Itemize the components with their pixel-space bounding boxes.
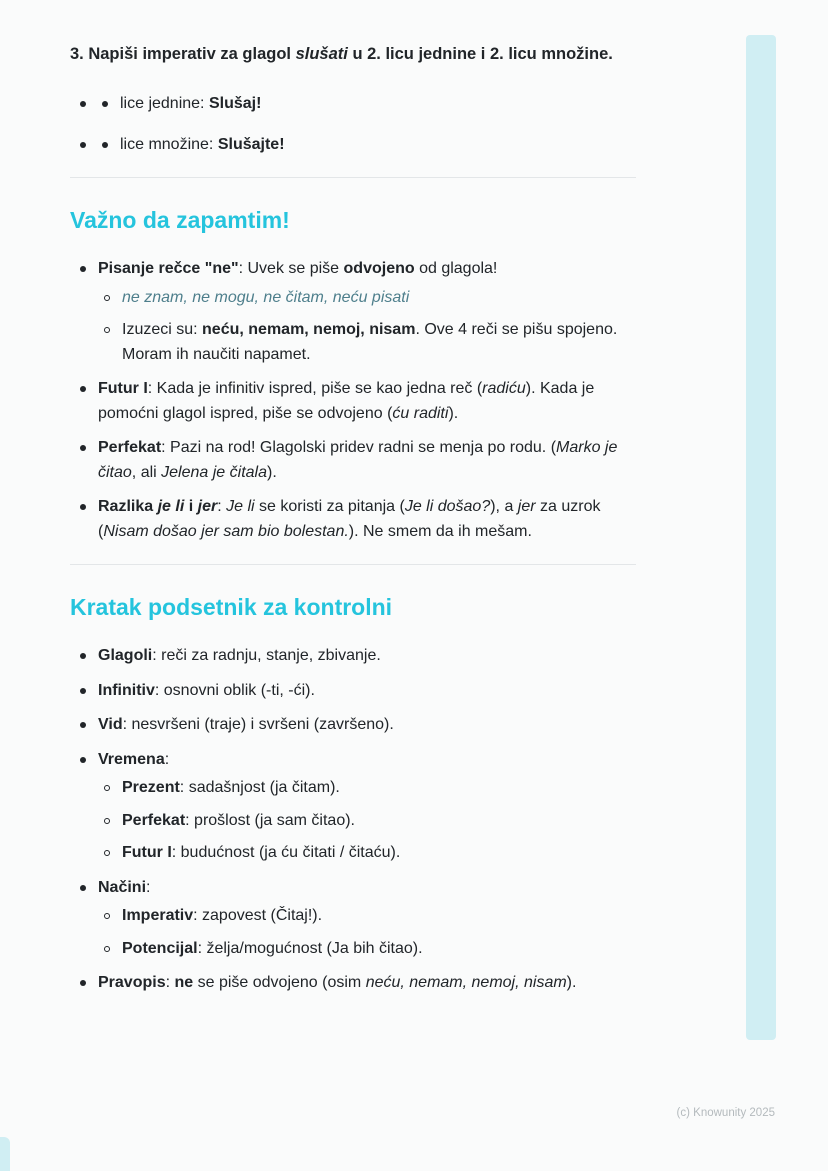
text-run: ne znam, ne mogu, ne čitam, neću pisati — [122, 288, 410, 306]
question-title — [70, 42, 636, 66]
list-item-text — [98, 971, 636, 996]
text-run: ). — [266, 463, 277, 481]
list-item-row — [104, 937, 636, 962]
text-run: Pravopis — [98, 974, 166, 991]
list-item-text — [98, 644, 636, 669]
list-item-text — [98, 679, 636, 704]
text-run: : — [165, 974, 175, 991]
answer-list — [70, 92, 636, 157]
bullet-icon — [80, 757, 86, 763]
text-run: Vid — [98, 716, 123, 733]
text-run: od glagola! — [414, 260, 498, 277]
list-item-row — [104, 286, 636, 311]
text-run: se koristi za pitanja ( — [254, 498, 405, 515]
text-run: Perfekat — [122, 811, 186, 829]
text-run: : reči za radnju, stanje, zbivanje. — [152, 647, 381, 664]
list-item — [80, 679, 636, 704]
list-item-row — [104, 841, 636, 866]
text-run: Vremena — [98, 750, 165, 768]
text-run: ), a — [490, 498, 518, 515]
list-item — [80, 876, 636, 962]
list-item-text — [98, 436, 636, 485]
sublist — [104, 776, 636, 866]
list-item — [80, 748, 636, 866]
page-corner-accent — [0, 1137, 10, 1171]
bullet-icon — [80, 688, 86, 694]
text-run: : Uvek se piše — [238, 260, 344, 277]
list-item-row — [80, 679, 636, 704]
text-run: 3. Napiši imperativ za glagol — [70, 45, 296, 63]
list-item-row — [80, 436, 636, 485]
list-item-row — [80, 92, 636, 117]
list-item-row — [104, 776, 636, 801]
list-item-text — [98, 257, 636, 282]
text-run: : — [146, 878, 151, 896]
text-run: Nisam došao jer sam bio bolestan. — [103, 522, 349, 540]
text-run: Slušaj! — [208, 95, 262, 112]
text-run: : želja/mogućnost (Ja bih čitao). — [197, 939, 423, 957]
list-item-row — [80, 876, 636, 901]
text-run: : Kada je infinitiv ispred, piše se kao jedna reč ( — [147, 380, 483, 397]
text-run: slušati — [295, 45, 348, 63]
list-item-row — [80, 377, 636, 426]
section-list-vazno — [70, 257, 636, 544]
text-run: : prošlost (ja sam čitao). — [185, 811, 355, 829]
list-item-row — [80, 713, 636, 738]
text-run: : nesvršeni (traje) i svršeni (završeno). — [122, 716, 394, 733]
text-run: lice jednine: — [120, 95, 209, 112]
sublist-item — [104, 809, 636, 834]
text-run: jer — [197, 498, 218, 515]
text-run: Razlika — [98, 498, 158, 515]
sublist-item — [104, 286, 636, 311]
list-item — [80, 644, 636, 669]
text-run: Imperativ — [122, 907, 194, 924]
sublist-item — [104, 318, 636, 367]
text-run: Pisanje rečce "ne" — [98, 260, 239, 277]
text-run: u 2. licu jednine i 2. licu množine. — [347, 45, 613, 63]
text-run: Načini — [98, 878, 147, 896]
text-run: ). Kada je pomoćni glagol ispred, piše se odvojeno ( — [98, 380, 595, 422]
text-run: lice množine: — [120, 135, 218, 153]
text-run: Je li — [226, 498, 255, 515]
bullet-icon — [102, 142, 108, 148]
text-run: Infinitiv — [98, 681, 155, 699]
list-item-text — [120, 133, 636, 158]
text-run: ). — [448, 404, 459, 422]
section-heading-kratak-podsetnik: Kratak podsetnik za kontrolni — [70, 594, 393, 620]
text-run: se piše odvojeno (osim — [193, 974, 366, 991]
text-run: i — [184, 498, 198, 515]
sublist-item — [104, 937, 636, 962]
text-run: Je li došao? — [404, 498, 491, 515]
notes-content — [70, 42, 636, 1006]
list-item — [80, 133, 636, 158]
text-run: Glagoli — [98, 647, 153, 664]
circle-bullet-icon — [104, 946, 110, 952]
list-item-text — [98, 377, 636, 426]
list-item-row — [80, 257, 636, 282]
text-run: za uzrok ( — [98, 498, 601, 540]
text-run: : osnovni oblik (-ti, -ći). — [154, 681, 315, 699]
text-run: jer — [517, 498, 536, 515]
bullet-icon — [80, 101, 86, 107]
scrollbar-thumb[interactable] — [746, 35, 776, 1040]
text-run: : Pazi na rod! Glagolski pridev radni se menja po rodu. ( — [161, 439, 557, 456]
bullet-icon — [80, 722, 86, 728]
sublist-item — [104, 904, 636, 929]
list-item-row — [104, 318, 636, 367]
list-item-row — [80, 644, 636, 669]
sublist-item — [104, 776, 636, 801]
text-run: Potencijal — [122, 939, 198, 957]
text-run: : budućnost (ja ću čitati / čitaću). — [171, 844, 401, 861]
list-item-text — [98, 713, 636, 738]
text-run: Perfekat — [98, 439, 162, 456]
sublist-item-text — [122, 318, 636, 367]
text-run: ću raditi — [392, 404, 449, 422]
list-item-text — [120, 92, 636, 117]
bullet-icon — [80, 445, 86, 451]
sublist-item — [104, 841, 636, 866]
sublist-item-text — [122, 286, 636, 311]
sublist-item-text — [122, 904, 636, 929]
sublist-item-text — [122, 776, 636, 801]
text-run: : sadašnjost (ja čitam). — [179, 779, 340, 796]
sublist-item-text — [122, 937, 636, 962]
text-run: Jelena je čitala — [161, 463, 267, 481]
bullet-icon — [80, 142, 86, 148]
list-item — [80, 713, 636, 738]
text-run: neću, nemam, nemoj, nisam — [365, 974, 567, 991]
text-run: neću, nemam, nemoj, nisam — [202, 321, 416, 338]
text-run: ). Ne smem da ih mešam. — [348, 522, 532, 540]
list-item-row — [80, 748, 636, 773]
section-list-podsetnik — [70, 644, 636, 996]
text-run: ). — [566, 974, 577, 991]
circle-bullet-icon — [104, 818, 110, 824]
list-item — [80, 257, 636, 367]
text-run: . Ove 4 reči se pišu spojeno. Moram ih naučiti napamet. — [122, 321, 618, 363]
section-divider — [70, 564, 636, 565]
bullet-icon — [80, 504, 86, 510]
list-item — [80, 92, 636, 117]
list-item-row — [80, 495, 636, 544]
bullet-icon — [80, 386, 86, 392]
circle-bullet-icon — [104, 850, 110, 856]
text-run: : — [164, 750, 170, 768]
sublist — [104, 904, 636, 961]
section-divider — [70, 177, 636, 178]
list-item — [80, 971, 636, 996]
list-item — [80, 436, 636, 485]
circle-bullet-icon — [104, 785, 110, 791]
list-item-row — [104, 904, 636, 929]
bullet-icon — [80, 653, 86, 659]
list-item-text — [98, 495, 636, 544]
bullet-icon — [80, 885, 86, 891]
circle-bullet-icon — [104, 295, 110, 301]
circle-bullet-icon — [104, 327, 110, 333]
text-run: Prezent — [122, 779, 180, 796]
text-run: Slušajte! — [217, 135, 285, 153]
footer-copyright: (c) Knowunity 2025 — [676, 1107, 775, 1119]
text-run: odvojeno — [343, 260, 415, 277]
list-item-row — [80, 133, 636, 158]
sublist — [104, 286, 636, 368]
circle-bullet-icon — [104, 913, 110, 919]
text-run: Futur I — [122, 844, 172, 861]
section-heading-vazno-da-zapamtim: Važno da zapamtim! — [70, 207, 290, 233]
bullet-icon — [80, 266, 86, 272]
text-run: Futur I — [98, 380, 148, 397]
sublist-item-text — [122, 841, 636, 866]
bullet-icon — [102, 101, 108, 107]
list-item — [80, 495, 636, 544]
text-run: Izuzeci su: — [122, 321, 203, 338]
bullet-icon — [80, 980, 86, 986]
text-run: ne — [174, 974, 194, 991]
text-run: , ali — [131, 463, 162, 481]
text-run: radiću — [482, 380, 526, 397]
list-item-row — [80, 971, 636, 996]
list-item-text — [98, 876, 636, 901]
list-item — [80, 377, 636, 426]
text-run: je li — [157, 498, 185, 515]
sublist-item-text — [122, 809, 636, 834]
text-run: : zapovest (Čitaj!). — [193, 907, 323, 924]
list-item-text — [98, 748, 636, 773]
text-run: : — [217, 498, 227, 515]
text-run: Marko je čitao — [98, 439, 618, 481]
list-item-row — [104, 809, 636, 834]
